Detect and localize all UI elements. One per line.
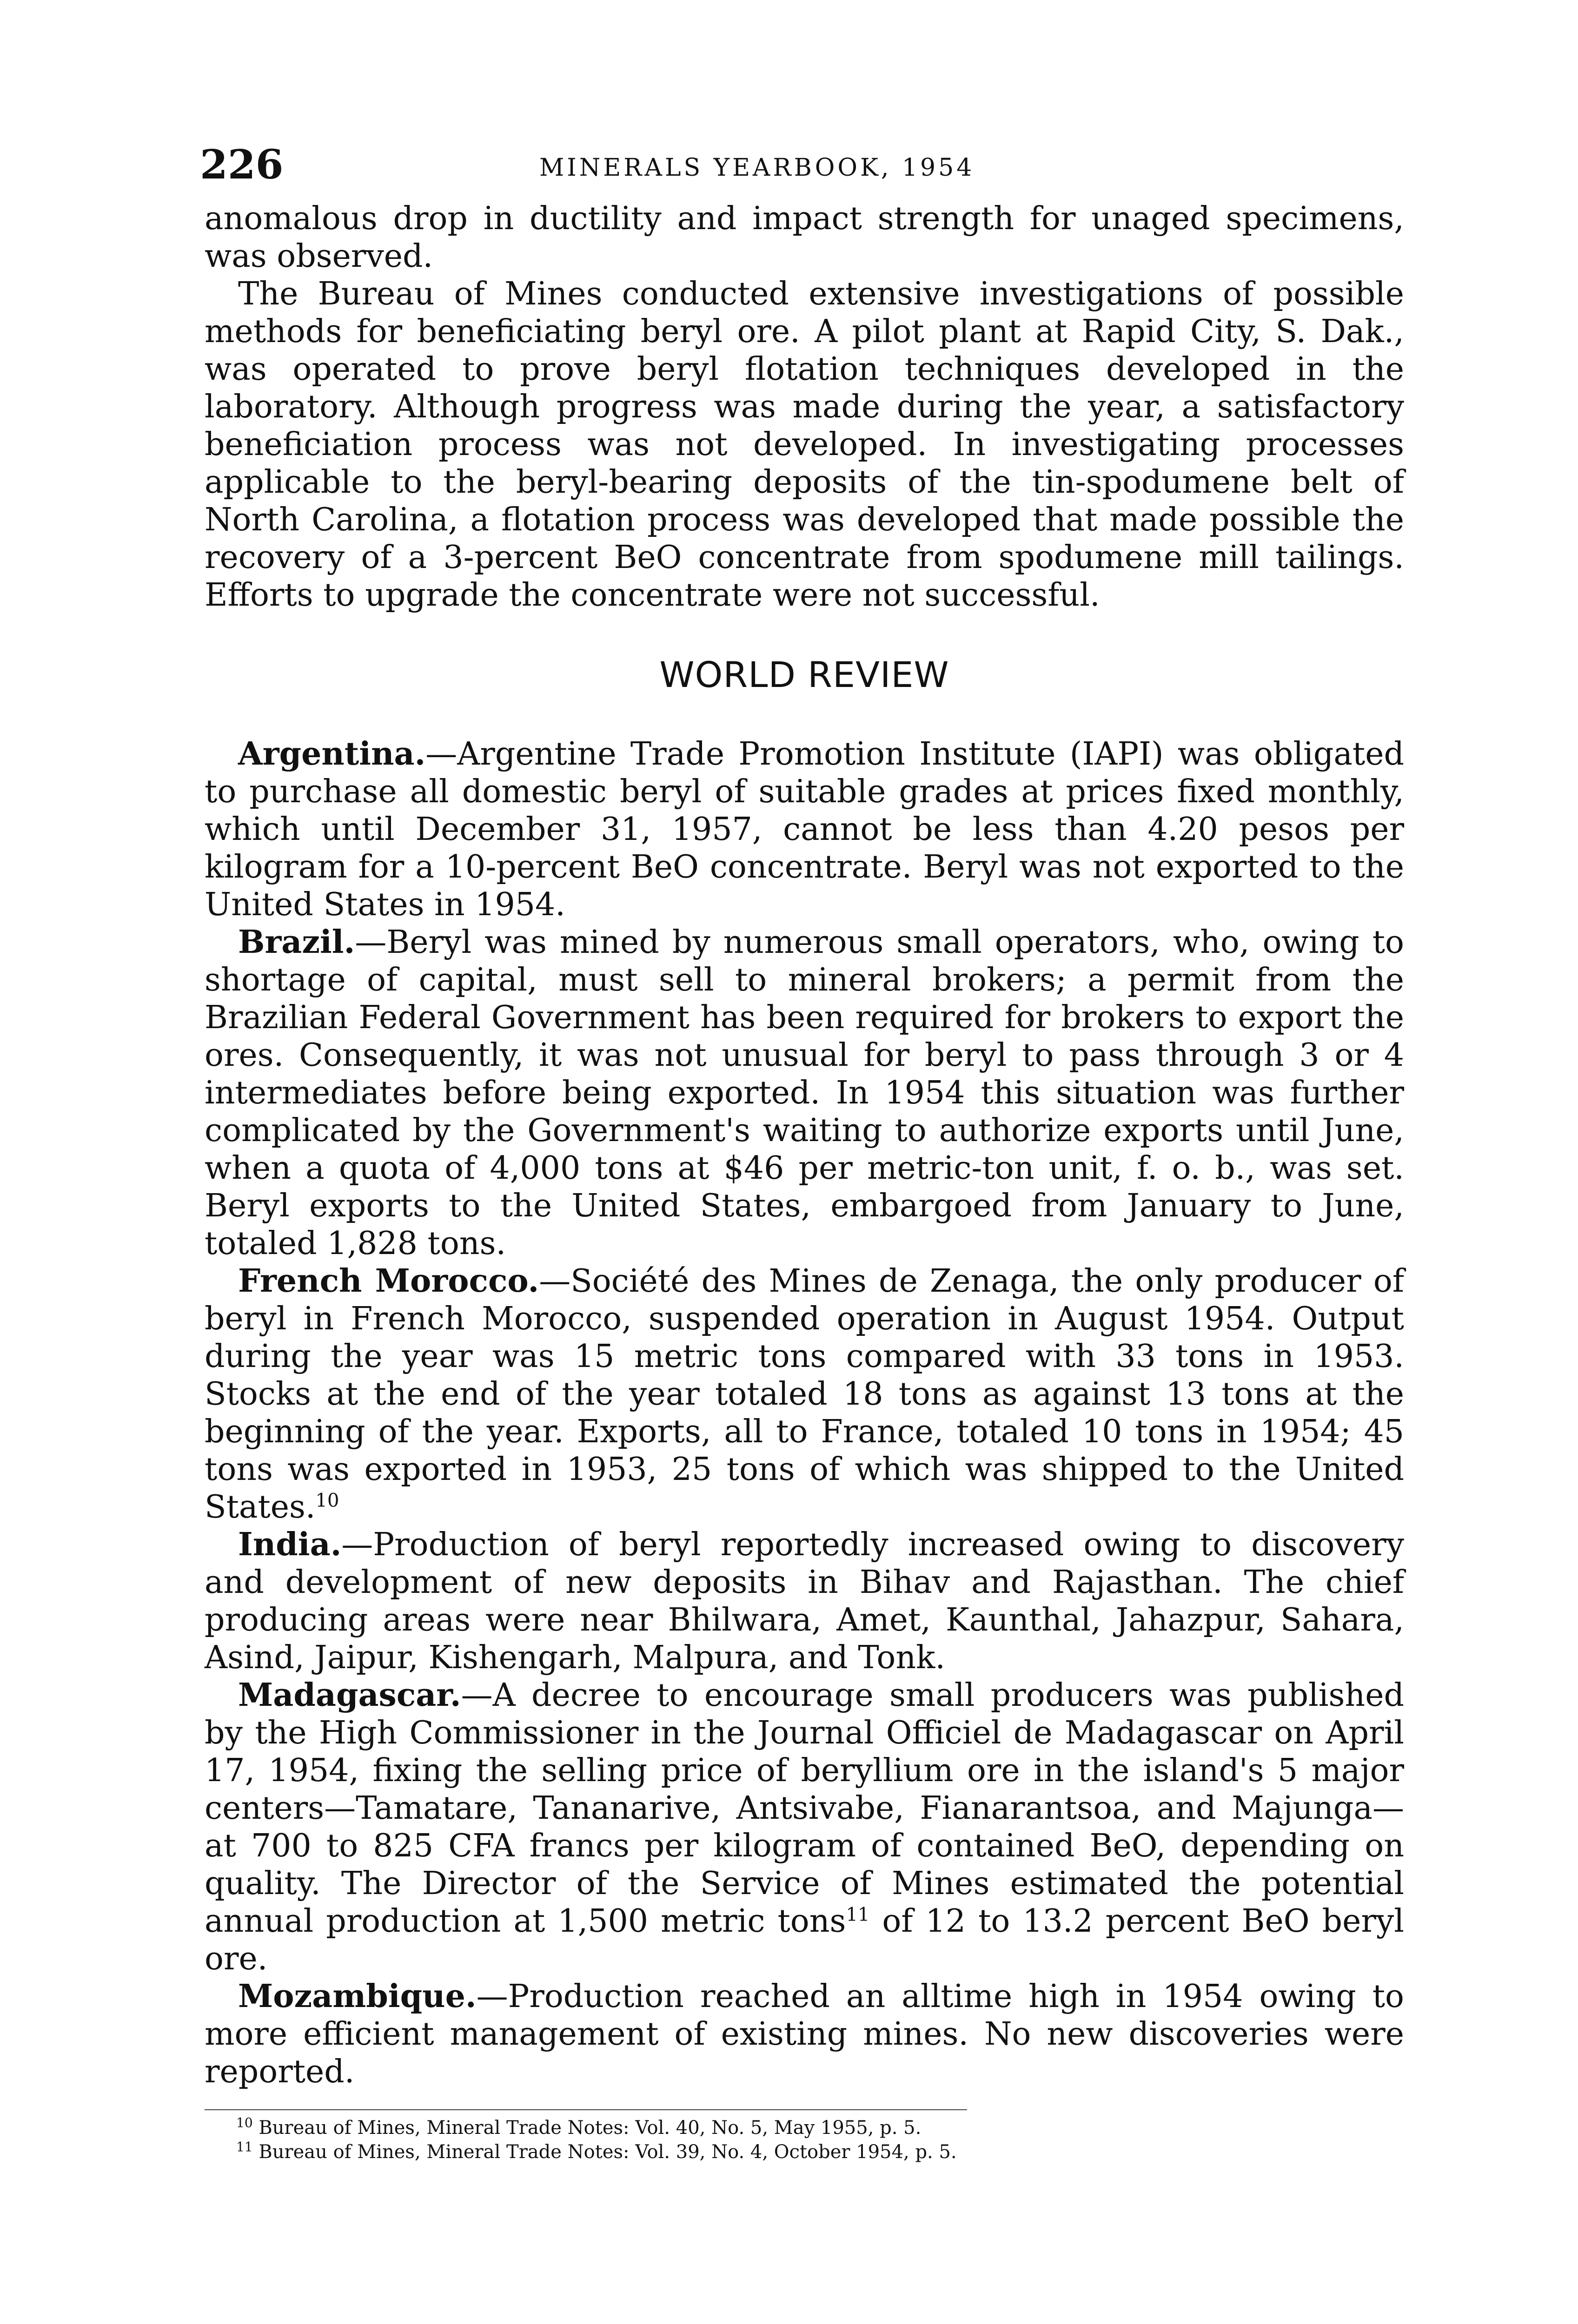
country-name: Mozambique. — [238, 1978, 477, 2015]
paragraph-brazil — [205, 924, 1404, 1262]
paragraph-mozambique — [205, 1978, 1404, 2091]
paragraph-india — [205, 1526, 1404, 1677]
country-name: India. — [238, 1526, 342, 1563]
country-text-continued: of 12 to 13.2 percent BeO beryl ore. — [205, 1903, 1404, 1977]
footnote-text: Bureau of Mines, Mineral Trade Notes: Vol. 39, No. 4, October 1954, p. 5. — [259, 2141, 957, 2163]
footnote-text: Bureau of Mines, Mineral Trade Notes: Vol. 40, No. 5, May 1955, p. 5. — [259, 2117, 922, 2139]
country-text: —Société des Mines de Zenaga, the only producer of beryl in French Morocco, suspended operation in August 1954. Output during the year was 15 metric tons compared with 33 tons in 1953. Stocks at the end of the year totaled 18 tons as against 13 tons at the beginning of the year. Exports, all to France, totaled 10 tons in 1954; 45 tons was exported in 1953, 25 tons of which was shipped to the United States. — [205, 1263, 1404, 1525]
section-heading-world-review: WORLD REVIEW — [659, 654, 949, 695]
country-name: French Morocco. — [238, 1262, 539, 1300]
page-number: 226 — [200, 141, 284, 188]
paragraph-argentina — [205, 735, 1404, 924]
paragraph-bureau-of-mines: The Bureau of Mines conducted extensive investigations of possible methods for beneficiating beryl ore. A pilot plant at Rapid City, S. Dak., was operated to prove beryl flotation techniques developed in the laboratory. Although progress was made during the year, a satisfactory beneficiation process was not developed. In investigating processes applicable to the beryl-bearing deposits of the tin-spodumene belt of North Carolina, a flotation process was developed that made possible the recovery of a 3-percent BeO concentrate from spodumene mill tailings. Efforts to upgrade the concentrate were not successful. — [205, 276, 1404, 614]
running-head — [200, 139, 1404, 191]
country-text: —Production reached an alltime high in 1954 owing to more efficient management of existing mines. No new discoveries were reported. — [205, 1978, 1404, 2090]
country-name: Argentina. — [238, 735, 426, 772]
footnote-divider — [205, 2109, 967, 2110]
paragraph-french-morocco — [205, 1262, 1404, 1526]
paragraph-continued: anomalous drop in ductility and impact strength for unaged specimens, was observed. — [205, 200, 1404, 275]
country-name: Brazil. — [238, 924, 355, 961]
document-page — [200, 139, 1404, 2164]
country-name: Madagascar. — [238, 1677, 461, 1714]
country-text: —A decree to encourage small producers was published by the High Commissioner in the Journal Officiel de Madagascar on April 17, 1954, fixing the selling price of beryllium ore in the island's 5 major centers—Tamatare, Tananarive, Antsivabe, Fianarantsoa, and Majunga—at 700 to 825 CFA francs per kilogram of contained BeO, depending on quality. The Director of the Service of Mines estimated the potential annual production at 1,500 metric tons — [205, 1677, 1404, 1940]
running-title: MINERALS YEARBOOK, 1954 — [539, 154, 975, 182]
footnotes — [205, 2116, 1404, 2164]
paragraph-madagascar — [205, 1677, 1404, 1978]
body-text — [205, 200, 1404, 2091]
footnote-ref: 10 — [315, 1490, 339, 1512]
footnote-ref: 11 — [846, 1904, 870, 1926]
footnote — [205, 2140, 1404, 2164]
country-text: —Beryl was mined by numerous small operators, who, owing to shortage of capital, must sell to mineral brokers; a permit from the Brazilian Federal Government has been required for brokers to export the ores. Consequently, it was not unusual for beryl to pass through 3 or 4 intermediates before being exported. In 1954 this situation was further complicated by the Government's waiting to authorize exports until June, when a quota of 4,000 tons at $46 per metric-ton unit, f. o. b., was set. Beryl exports to the United States, embargoed from January to June, totaled 1,828 tons. — [205, 924, 1404, 1262]
country-text: —Production of beryl reportedly increased owing to discovery and development of new deposits in Bihav and Rajasthan. The chief producing areas were near Bhilwara, Amet, Kaunthal, Jahazpur, Sahara, Asind, Jaipur, Kishengarh, Malpura, and Tonk. — [205, 1526, 1404, 1676]
country-text: —Argentine Trade Promotion Institute (IAPI) was obligated to purchase all domestic beryl of suitable grades at prices fixed monthly, which until December 31, 1957, cannot be less than 4.20 pesos per kilogram for a 10-percent BeO concentrate. Beryl was not exported to the United States in 1954. — [205, 736, 1404, 923]
footnote-mark: 10 — [236, 2115, 253, 2131]
footnote — [205, 2116, 1404, 2140]
footnote-mark: 11 — [236, 2139, 253, 2155]
